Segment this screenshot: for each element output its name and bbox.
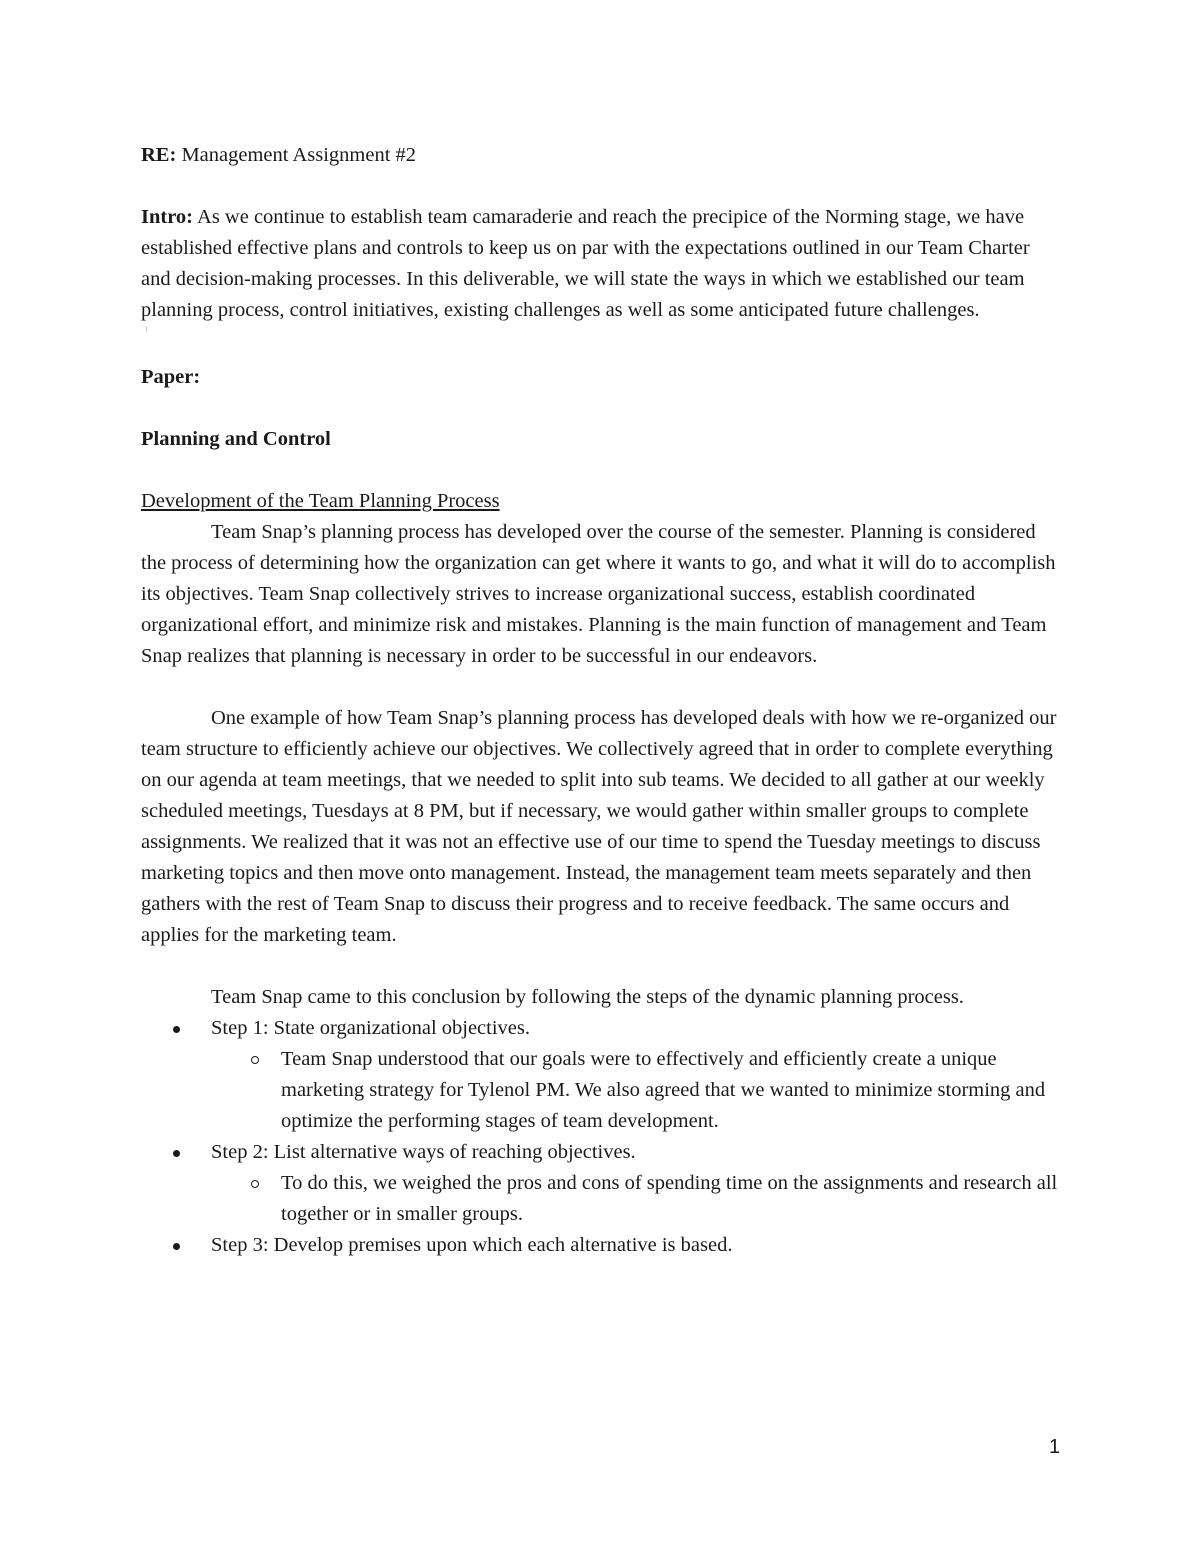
intro-paragraph bbox=[141, 202, 1061, 326]
hollow-bullet-icon bbox=[251, 1180, 259, 1188]
list-item-step-2 bbox=[141, 1137, 1061, 1230]
bullet-icon bbox=[173, 1243, 180, 1250]
intro-label: Intro: bbox=[141, 206, 194, 228]
step-text: Step 3: Develop premises upon which each alternative is based. bbox=[211, 1234, 733, 1256]
sub-item-text: To do this, we weighed the pros and cons of spending time on the assignments and research all together or in smaller groups. bbox=[281, 1172, 1058, 1225]
paper-heading: Paper: bbox=[141, 366, 201, 388]
cursor-tick-mark bbox=[141, 326, 1061, 346]
list-item-step-3 bbox=[141, 1230, 1061, 1261]
sub-item-text: Team Snap understood that our goals were to effectively and efficiently create a unique marketing strategy for Tylenol PM. We also agreed that we wanted to minimize storming and optimize the performing stages of team development. bbox=[281, 1048, 1046, 1132]
body-paragraph-3: Team Snap came to this conclusion by following the steps of the dynamic planning process. bbox=[211, 986, 964, 1008]
body-paragraph-1: Team Snap’s planning process has developed over the course of the semester. Planning is considered the process of determining how the organization can get where it wants to go, and what it will do to accomplish its objectives. Team Snap collectively strives to increase organizational success, establish coordinated organizational effort, and minimize risk and mistakes. Planning is the main function of management and Team Snap realizes that planning is necessary in order to be successful in our endeavors. bbox=[141, 521, 1056, 667]
re-line bbox=[141, 140, 1061, 171]
list-item-step-1 bbox=[141, 1013, 1061, 1137]
re-label: RE: bbox=[141, 144, 177, 166]
step-text: Step 2: List alternative ways of reaching objectives. bbox=[211, 1141, 636, 1163]
page-number: 1 bbox=[1049, 1436, 1061, 1458]
planning-steps-list bbox=[141, 1013, 1061, 1261]
bullet-icon bbox=[173, 1150, 180, 1157]
intro-text: As we continue to establish team camaraderie and reach the precipice of the Norming stage, we have established effective plans and controls to keep us on par with the expectations outlined in our Team Charter and decision-making processes. In this deliverable, we will state the ways in which we established our team planning process, control initiatives, existing challenges as well as some anticipated future challenges. bbox=[141, 206, 1030, 321]
step-text: Step 1: State organizational objectives. bbox=[211, 1017, 531, 1039]
sub-list bbox=[211, 1168, 1061, 1230]
subsection-heading: Development of the Team Planning Process bbox=[141, 490, 500, 512]
sub-list bbox=[211, 1044, 1061, 1137]
sub-list-item bbox=[211, 1168, 1061, 1230]
document-page bbox=[141, 140, 1061, 1261]
section-heading: Planning and Control bbox=[141, 428, 331, 450]
re-text: Management Assignment #2 bbox=[176, 144, 417, 166]
bullet-icon bbox=[173, 1026, 180, 1033]
sub-list-item bbox=[211, 1044, 1061, 1137]
body-paragraph-2: One example of how Team Snap’s planning process has developed deals with how we re-organized our team structure to efficiently achieve our objectives. We collectively agreed that in order to complete everything on our agenda at team meetings, that we needed to split into sub teams. We decided to all gather at our weekly scheduled meetings, Tuesdays at 8 PM, but if necessary, we would gather within smaller groups to complete assignments. We realized that it was not an effective use of our time to spend the Tuesday meetings to discuss marketing topics and then move onto management. Instead, the management team meets separately and then gathers with the rest of Team Snap to discuss their progress and to receive feedback. The same occurs and applies for the marketing team. bbox=[141, 707, 1057, 946]
hollow-bullet-icon bbox=[251, 1056, 259, 1064]
